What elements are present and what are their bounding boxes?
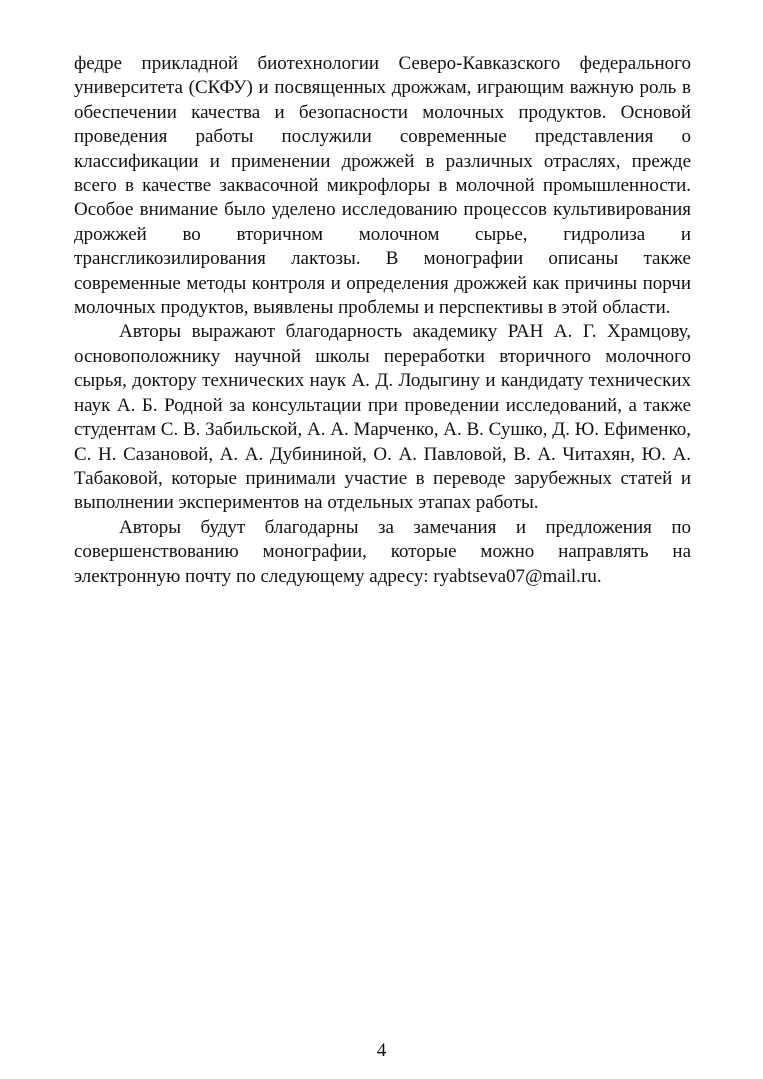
- page-body: [74, 52, 691, 589]
- page-number: 4: [376, 1040, 387, 1061]
- paragraph-continuation: федре прикладной биотехнологии Северо-Кавказского федерального университета (СКФУ) и посвященных дрожжам, играющим важную роль в обеспечении качества и безопасности молочных продуктов. Основой проведения работы послужили современные представления о классификации и применении дрожжей в различных отраслях, прежде всего в качестве заквасочной микрофлоры в молочной промышленности. Особое внимание было уделено исследованию процессов культивирования дрожжей во вторичном молочном сырье, гидролиза и трансгликозилирования лактозы. В монографии описаны также современные методы контроля и определения дрожжей как причины порчи молочных продуктов, выявлены проблемы и перспективы в этой области.: [74, 53, 691, 319]
- paragraph-acknowledgements: Авторы выражают благодарность академику РАН А. Г. Храмцову, основоположнику научной школы переработки вторичного молочного сырья, доктору технических наук А. Д. Лодыгину и кандидату технических наук А. Б. Родной за консультации при проведении исследований, а также студентам С. В. Забильской, А. А. Марченко, А. В. Сушко, Д. Ю. Ефименко, С. Н. Сазановой, А. А. Дубининой, О. А. Павловой, В. А. Читахян, Ю. А. Табаковой, которые принимали участие в переводе зарубежных статей и выполнении экспериментов на отдельных этапах работы.: [74, 321, 691, 514]
- paragraph-feedback: Авторы будут благодарны за замечания и предложения по совершенствованию монографии, которые можно направлять на электронную почту по следующему адресу: ryabtseva07@mail.ru.: [74, 516, 691, 587]
